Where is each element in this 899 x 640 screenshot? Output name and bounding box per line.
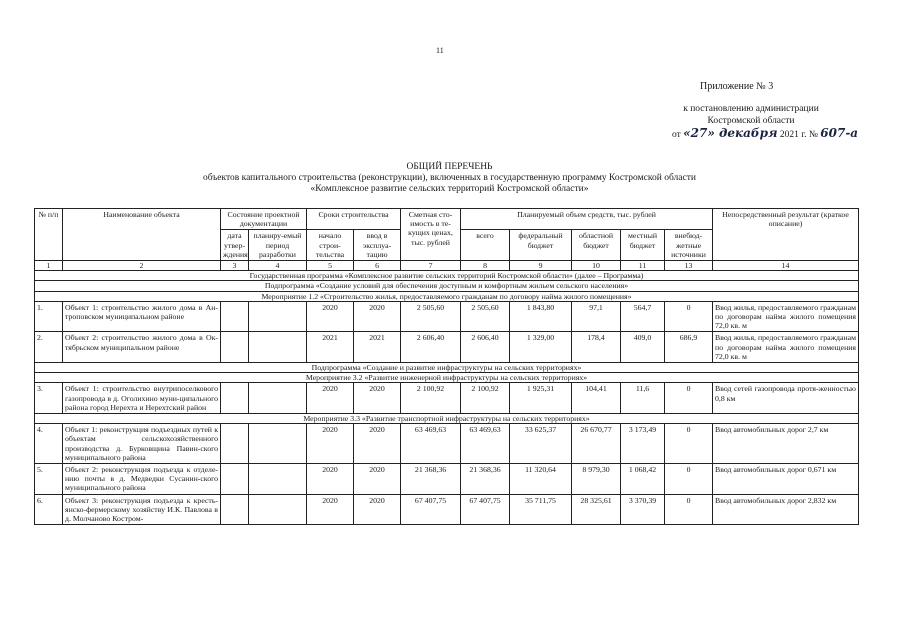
- header-start: начало строи-тельства: [307, 230, 354, 261]
- cell-period: [249, 301, 307, 332]
- cell-local: 409,0: [621, 332, 665, 363]
- header-local: местный бюджет: [621, 230, 665, 261]
- cell-date: [221, 301, 249, 332]
- section-measure-3-3: Мероприятие 3.3 «Развитие транспортной инфраструктуры на сельских территориях»: [35, 414, 859, 424]
- cell-local: 3 370,39: [621, 494, 665, 525]
- header-row-1: [35, 209, 859, 230]
- cell-date: [221, 383, 249, 414]
- table-row: [35, 383, 859, 414]
- cell-local: 11,6: [621, 383, 665, 414]
- cell-period: [249, 383, 307, 414]
- cell-cost: 2 606,40: [401, 332, 461, 363]
- resolution-line2: Костромской области: [707, 116, 795, 126]
- cell-date: [221, 464, 249, 495]
- cell-end: 2020: [354, 494, 401, 525]
- cell-total: 67 407,75: [461, 494, 510, 525]
- cell-end: 2020: [354, 424, 401, 464]
- table-row: [35, 424, 859, 464]
- header-commission: ввод в эксплуа-тацию: [354, 230, 401, 261]
- section-row: [35, 281, 859, 291]
- cell-date: [221, 332, 249, 363]
- table-row: [35, 332, 859, 363]
- col-num: 7: [401, 261, 461, 271]
- cell-num: 3.: [35, 383, 63, 414]
- cell-result: Ввод автомобильных дорог 2,832 км: [713, 494, 859, 525]
- objects-table: [34, 208, 859, 525]
- col-num: 6: [354, 261, 401, 271]
- cell-cost: 2 100,92: [401, 383, 461, 414]
- table-row: [35, 494, 859, 525]
- cell-num: 4.: [35, 424, 63, 464]
- section-measure-1-2: Мероприятие 1.2 «Строительство жилья, предоставляемого гражданам по договору найма жилого помещения»: [35, 291, 859, 301]
- col-num: 3: [221, 261, 249, 271]
- cell-local: 1 068,42: [621, 464, 665, 495]
- cell-extrabudget: 686,9: [665, 332, 713, 363]
- header-name: Наименование объекта: [63, 209, 221, 261]
- cell-federal: 35 711,75: [510, 494, 572, 525]
- title-line3: «Комплексное развитие сельских территорий Костромской области»: [310, 184, 589, 194]
- cell-extrabudget: 0: [665, 424, 713, 464]
- cell-period: [249, 464, 307, 495]
- col-num: 14: [713, 261, 859, 271]
- cell-num: 6.: [35, 494, 63, 525]
- cell-num: 2.: [35, 332, 63, 363]
- cell-federal: 11 320,64: [510, 464, 572, 495]
- cell-regional: 104,41: [572, 383, 621, 414]
- cell-end: 2020: [354, 383, 401, 414]
- cell-date: [221, 424, 249, 464]
- cell-total: 2 606,40: [461, 332, 510, 363]
- cell-regional: 97,1: [572, 301, 621, 332]
- cell-cost: 2 505,60: [401, 301, 461, 332]
- handwritten-date: «27» декабря: [683, 126, 778, 140]
- cell-name: Объект 3: реконструкция подъезда к кресть-янско-фермерскому хозяйству И.К. Павлова в д. Молчаново Костром-: [63, 494, 221, 525]
- cell-period: [249, 424, 307, 464]
- header-result: Непосредственный результат (краткое описание): [713, 209, 859, 261]
- cell-total: 2 505,60: [461, 301, 510, 332]
- col-num: 2: [63, 261, 221, 271]
- header-cost: Сметная сто-имость в те-кущих ценах, тыс. рублей: [401, 209, 461, 261]
- col-num: 9: [510, 261, 572, 271]
- cell-extrabudget: 0: [665, 301, 713, 332]
- cell-cost: 21 368,36: [401, 464, 461, 495]
- title-line1: ОБЩИЙ ПЕРЕЧЕНЬ: [406, 162, 493, 172]
- resolution-line1: к постановлению администрации: [683, 104, 819, 114]
- cell-end: 2020: [354, 464, 401, 495]
- cell-start: 2020: [307, 464, 354, 495]
- header-regional: областной бюджет: [572, 230, 621, 261]
- header-federal: федеральный бюджет: [510, 230, 572, 261]
- section-row: [35, 363, 859, 373]
- section-program: Государственная программа «Комплексное развитие сельских территорий Костромской области» (далее – Программа): [35, 271, 859, 281]
- col-num: 11: [621, 261, 665, 271]
- header-dev-period: планиру-емый период разработки: [249, 230, 307, 261]
- cell-regional: 28 325,61: [572, 494, 621, 525]
- cell-period: [249, 332, 307, 363]
- section-row: [35, 414, 859, 424]
- cell-num: 5.: [35, 464, 63, 495]
- section-row: [35, 271, 859, 281]
- header-total: всего: [461, 230, 510, 261]
- col-num: 5: [307, 261, 354, 271]
- cell-extrabudget: 0: [665, 383, 713, 414]
- header-approval-date: дата утвер-ждения: [221, 230, 249, 261]
- col-num: 10: [572, 261, 621, 271]
- cell-start: 2020: [307, 494, 354, 525]
- col-num: 8: [461, 261, 510, 271]
- section-subprogram-1: Подпрограмма «Создание условий для обеспечения доступным и комфортным жильем сельского населения»: [35, 281, 859, 291]
- cell-local: 3 173,49: [621, 424, 665, 464]
- cell-start: 2020: [307, 424, 354, 464]
- col-num: 1: [35, 261, 63, 271]
- cell-regional: 8 979,30: [572, 464, 621, 495]
- cell-name: Объект 2: строительство жилого дома в Ок-тябрьском муниципальном районе: [63, 332, 221, 363]
- cell-result: Ввод жилья, предоставляемого гражданам по договорам найма жилого помещения 72,0 кв. м: [713, 332, 859, 363]
- resolution-date-line: [666, 126, 859, 141]
- header-docs: Состояние проектной документации: [221, 209, 307, 230]
- title-line2: объектов капитального строительства (реконструкции), включенных в государственную программу Костромской области: [203, 173, 696, 183]
- cell-extrabudget: 0: [665, 494, 713, 525]
- cell-start: 2020: [307, 301, 354, 332]
- cell-cost: 67 407,75: [401, 494, 461, 525]
- cell-federal: 33 625,37: [510, 424, 572, 464]
- cell-total: 21 368,36: [461, 464, 510, 495]
- appendix-label: Приложение № 3: [700, 81, 774, 92]
- cell-local: 564,7: [621, 301, 665, 332]
- resolution-year: 2021 г. №: [779, 130, 818, 140]
- cell-total: 2 100,92: [461, 383, 510, 414]
- resolution-from: от: [672, 130, 681, 140]
- cell-start: 2020: [307, 383, 354, 414]
- table-row: [35, 301, 859, 332]
- cell-federal: 1 925,31: [510, 383, 572, 414]
- handwritten-number: 607-а: [820, 126, 859, 140]
- page-number: 11: [436, 46, 444, 55]
- header-terms: Сроки строительства: [307, 209, 401, 230]
- document-title: [0, 162, 899, 195]
- section-row: [35, 291, 859, 301]
- cell-name: Объект 1: строительство жилого дома в Ан-троповском муниципальном районе: [63, 301, 221, 332]
- cell-regional: 26 670,77: [572, 424, 621, 464]
- section-row: [35, 373, 859, 383]
- table-row: [35, 464, 859, 495]
- cell-result: Ввод жилья, предоставляемого гражданам по договорам найма жилого помещения 72,0 кв. м: [713, 301, 859, 332]
- column-numbers-row: [35, 261, 859, 271]
- cell-result: Ввод сетей газопровода протя-женностью 0,8 км: [713, 383, 859, 414]
- cell-extrabudget: 0: [665, 464, 713, 495]
- section-measure-3-2: Мероприятие 3.2 «Развитие инженерной инфраструктуры на сельских территориях»: [35, 373, 859, 383]
- header-funding: Планируемый объем средств, тыс. рублей: [461, 209, 713, 230]
- cell-date: [221, 494, 249, 525]
- cell-num: 1.: [35, 301, 63, 332]
- header-num: № п/п: [35, 209, 63, 261]
- cell-regional: 178,4: [572, 332, 621, 363]
- cell-start: 2021: [307, 332, 354, 363]
- col-num: 4: [249, 261, 307, 271]
- cell-end: 2021: [354, 332, 401, 363]
- resolution-block: [666, 103, 859, 141]
- cell-name: Объект 1: реконструкция подъездных путей к объектам сельскохозяйственного производства д. Бурковщина Павин-ского муниципального района: [63, 424, 221, 464]
- col-num: 13: [665, 261, 713, 271]
- cell-end: 2020: [354, 301, 401, 332]
- cell-result: Ввод автомобильных дорог 2,7 км: [713, 424, 859, 464]
- cell-name: Объект 2: реконструкция подъезда к отделе-нию почты в д. Медведки Сусанин-ского муниципального района: [63, 464, 221, 495]
- cell-period: [249, 494, 307, 525]
- cell-name: Объект 1: строительство внутрипоселкового газопровода в д. Оголихино муни-ципального района город Нерехта и Нерехтский район: [63, 383, 221, 414]
- cell-result: Ввод автомобильных дорог 0,671 км: [713, 464, 859, 495]
- header-extrabudget: внебюд-жетные источники: [665, 230, 713, 261]
- cell-federal: 1 329,00: [510, 332, 572, 363]
- cell-cost: 63 469,63: [401, 424, 461, 464]
- cell-federal: 1 843,80: [510, 301, 572, 332]
- cell-total: 63 469,63: [461, 424, 510, 464]
- section-subprogram-2: Подпрограмма «Создание и развитие инфраструктуры на сельских территориях»: [35, 363, 859, 373]
